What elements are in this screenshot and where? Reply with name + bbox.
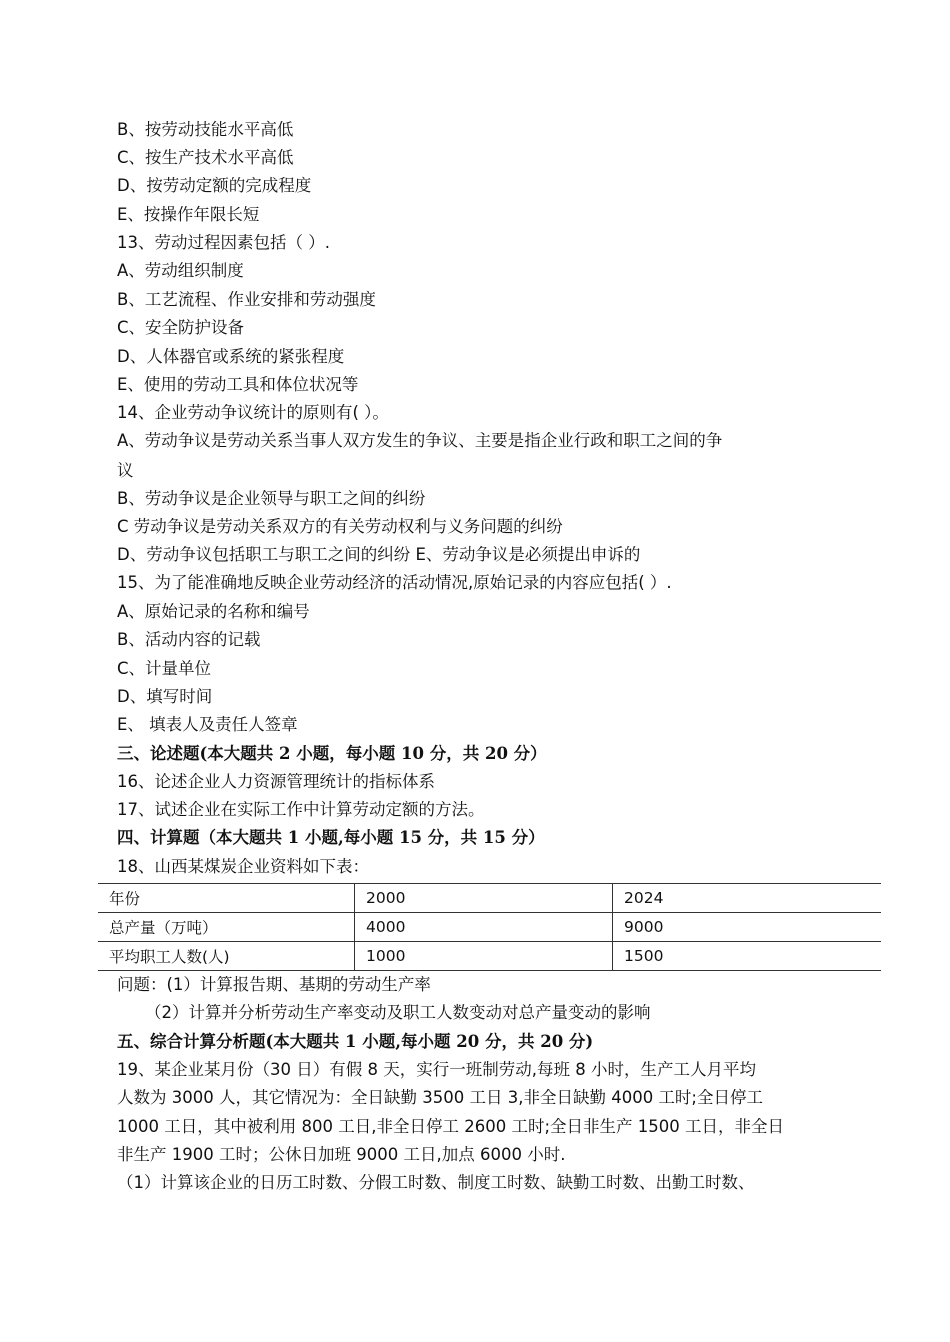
question-19-line-3: 1000 工日，其中被利用 800 工日,非全日停工 2600 工时;全日非生产 1500 工日，非全日: [117, 1117, 784, 1136]
table-cell: 总产量（万吨）: [98, 913, 355, 942]
question-19-line-2: 人数为 3000 人，其它情况为：全日缺勤 3500 工日 3,非全日缺勤 4000 工时;全日停工: [117, 1088, 763, 1107]
data-table: [98, 883, 881, 971]
table-cell: 平均职工人数(人): [98, 942, 355, 971]
option-15-a: A、原始记录的名称和编号: [117, 602, 310, 621]
table-row: [98, 942, 881, 971]
section-4-heading: 四、计算题（本大题共 1 小题,每小题 15 分，共 15 分）: [117, 828, 545, 847]
option-15-e: E、 填表人及责任人签章: [117, 715, 298, 734]
question-14: 14、企业劳动争议统计的原则有( ）。: [117, 403, 389, 422]
table-cell: 年份: [98, 884, 355, 913]
option-12-e: E、按操作年限长短: [117, 205, 260, 224]
option-14-b: B、劳动争议是企业领导与职工之间的纠纷: [117, 489, 426, 508]
table-row: [98, 884, 881, 913]
option-14-c: C 劳动争议是劳动关系双方的有关劳动权利与义务问题的纠纷: [117, 517, 563, 536]
table-cell: 2024: [613, 884, 882, 913]
option-15-b: B、活动内容的记载: [117, 630, 261, 649]
section-5-heading: 五、综合计算分析题(本大题共 1 小题,每小题 20 分，共 20 分): [117, 1032, 594, 1051]
table-cell: 4000: [355, 913, 613, 942]
question-15: 15、为了能准确地反映企业劳动经济的活动情况,原始记录的内容应包括( ）.: [117, 573, 672, 592]
option-14-d-e: D、劳动争议包括职工与职工之间的纠纷 E、劳动争议是必须提出申诉的: [117, 545, 641, 564]
option-13-e: E、使用的劳动工具和体位状况等: [117, 375, 359, 394]
question-16: 16、论述企业人力资源管理统计的指标体系: [117, 772, 435, 791]
question-18-part-1: 问题：(1）计算报告期、基期的劳动生产率: [117, 975, 431, 994]
option-13-a: A、劳动组织制度: [117, 261, 244, 280]
option-13-b: B、工艺流程、作业安排和劳动强度: [117, 290, 376, 309]
option-13-d: D、人体器官或系统的紧张程度: [117, 347, 345, 366]
question-19-line-1: 19、某企业某月份（30 日）有假 8 天，实行一班制劳动,每班 8 小时，生产工人月平均: [117, 1060, 756, 1079]
option-15-c: C、计量单位: [117, 659, 212, 678]
option-15-d: D、填写时间: [117, 687, 213, 706]
question-17: 17、试述企业在实际工作中计算劳动定额的方法。: [117, 800, 485, 819]
table-cell: 2000: [355, 884, 613, 913]
option-14-a-continued: 议: [117, 461, 134, 480]
option-14-a: A、劳动争议是劳动关系当事人双方发生的争议、主要是指企业行政和职工之间的争: [117, 431, 723, 450]
table-cell: 1500: [613, 942, 882, 971]
question-13: 13、劳动过程因素包括（ ）.: [117, 233, 330, 252]
question-18-part-2: （2）计算并分析劳动生产率变动及职工人数变动对总产量变动的影响: [145, 1003, 651, 1022]
question-18: 18、山西某煤炭企业资料如下表：: [117, 857, 369, 876]
table-cell: 1000: [355, 942, 613, 971]
option-12-b: B、按劳动技能水平高低: [117, 120, 294, 139]
table-cell: 9000: [613, 913, 882, 942]
option-12-d: D、按劳动定额的完成程度: [117, 176, 312, 195]
section-3-heading: 三、论述题(本大题共 2 小题，每小题 10 分，共 20 分）: [117, 744, 547, 763]
table-row: [98, 913, 881, 942]
question-19-part-1: （1）计算该企业的日历工时数、分假工时数、制度工时数、缺勤工时数、出勤工时数、: [117, 1173, 755, 1192]
option-13-c: C、安全防护设备: [117, 318, 245, 337]
option-12-c: C、按生产技术水平高低: [117, 148, 294, 167]
question-19-line-4: 非生产 1900 工时；公休日加班 9000 工日,加点 6000 小时.: [117, 1145, 566, 1164]
